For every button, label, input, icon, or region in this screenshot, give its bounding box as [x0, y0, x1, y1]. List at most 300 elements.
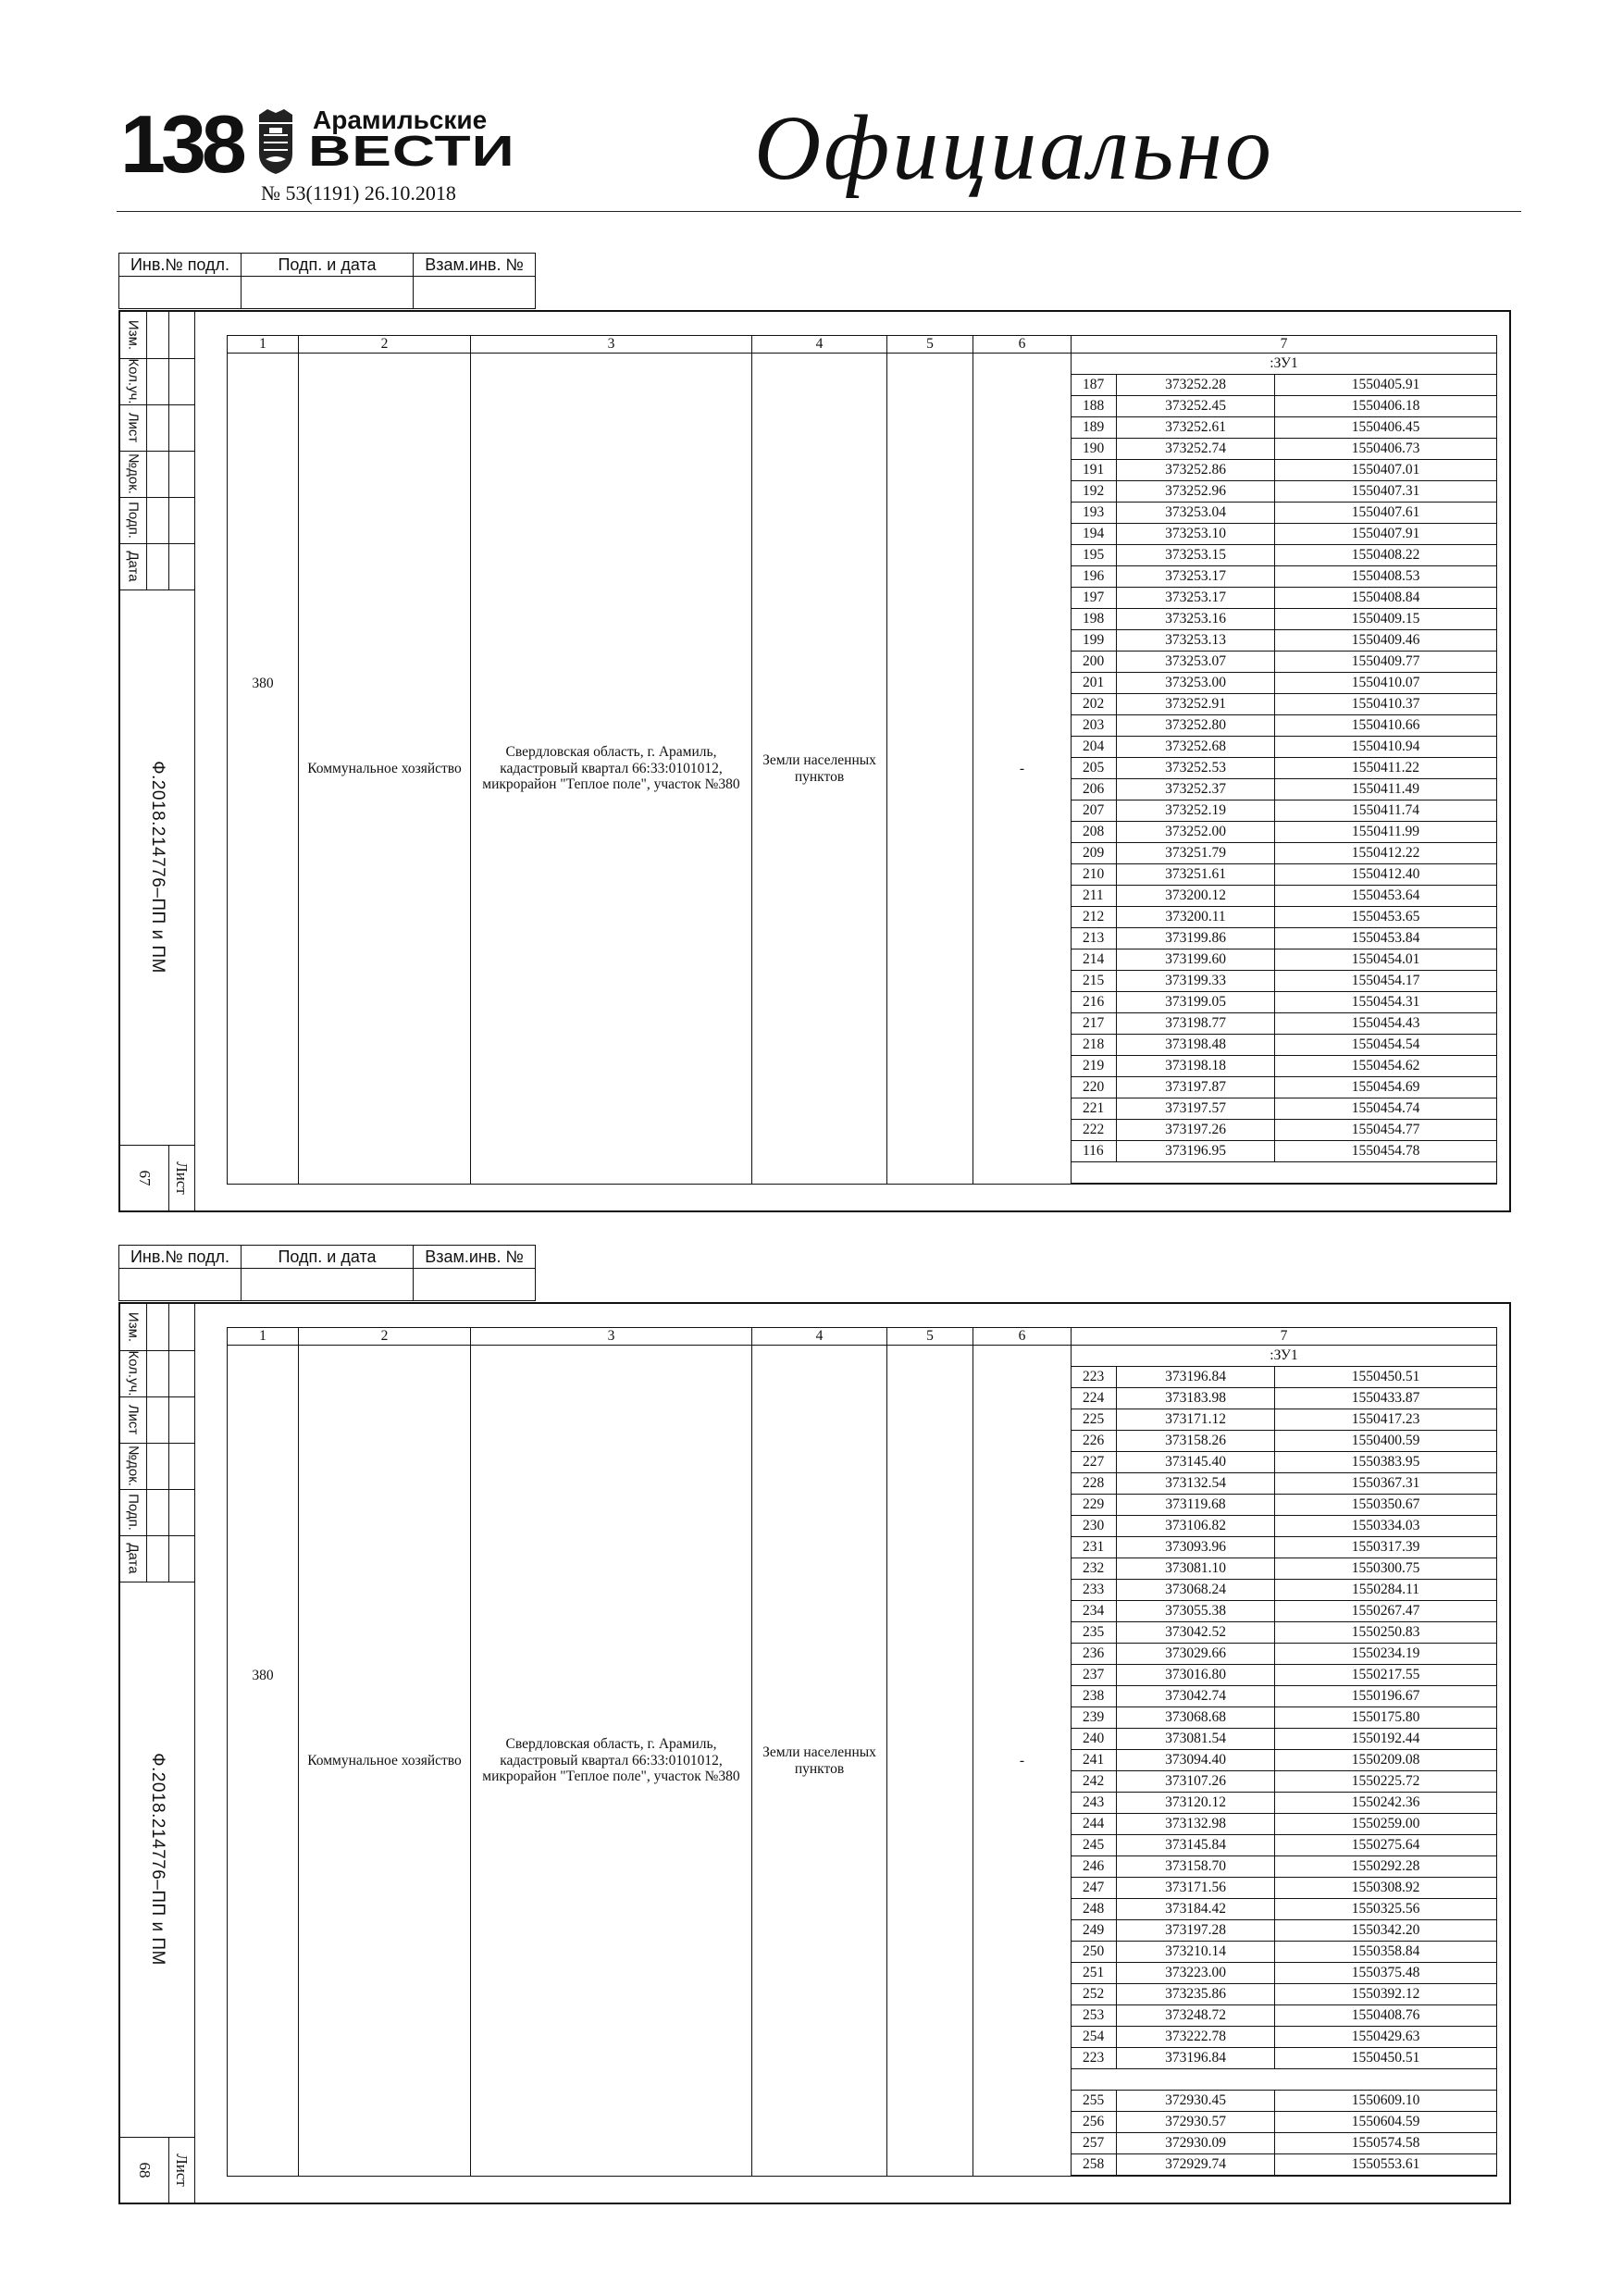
- coordinate-y: 1550325.56: [1275, 1899, 1497, 1920]
- coordinates-cell: [1072, 354, 1497, 1185]
- coordinate-row: [1072, 694, 1496, 715]
- coordinate-y: 1550411.99: [1275, 822, 1497, 843]
- coordinate-x: 373183.98: [1117, 1388, 1275, 1409]
- coordinate-x: 373252.28: [1117, 375, 1275, 396]
- coordinate-point: 226: [1072, 1431, 1117, 1452]
- coordinate-point: 241: [1072, 1750, 1117, 1771]
- coordinate-x: 373235.86: [1117, 1984, 1275, 2005]
- coordinate-y: 1550453.65: [1275, 907, 1497, 928]
- column-header: 4: [752, 336, 887, 354]
- coordinate-y: 1550317.39: [1275, 1537, 1497, 1558]
- coordinate-row: [1072, 417, 1496, 439]
- section-title: Официально: [754, 96, 1274, 199]
- coordinate-point: 203: [1072, 715, 1117, 737]
- column-6-value: -: [973, 1346, 1072, 2177]
- coordinate-x: 373107.26: [1117, 1771, 1275, 1793]
- coordinate-x: 373068.24: [1117, 1580, 1275, 1601]
- coordinate-point: 225: [1072, 1409, 1117, 1431]
- coordinate-point: 243: [1072, 1793, 1117, 1814]
- coordinate-point: 245: [1072, 1835, 1117, 1856]
- coordinate-y: 1550407.01: [1275, 460, 1497, 481]
- coordinate-row: [1072, 1984, 1496, 2005]
- coordinate-x: 373106.82: [1117, 1516, 1275, 1537]
- coordinate-y: 1550450.51: [1275, 1367, 1497, 1388]
- coordinate-point: 189: [1072, 417, 1117, 439]
- coordinate-y: 1550242.36: [1275, 1793, 1497, 1814]
- coordinate-x: 373196.84: [1117, 2048, 1275, 2069]
- coordinate-x: 373196.84: [1117, 1367, 1275, 1388]
- coordinate-y: 1550433.87: [1275, 1388, 1497, 1409]
- coordinate-row: [1072, 1495, 1496, 1516]
- coordinate-point: 221: [1072, 1098, 1117, 1120]
- permitted-use: Коммунальное хозяйство: [299, 354, 471, 1185]
- revision-label: №док.: [125, 1446, 142, 1486]
- revision-cell: [120, 404, 194, 452]
- coordinate-x: 373158.70: [1117, 1856, 1275, 1878]
- coordinate-y: 1550454.54: [1275, 1035, 1497, 1056]
- coordinate-x: 373016.80: [1117, 1665, 1275, 1686]
- coordinate-row: [1072, 1056, 1496, 1077]
- coordinate-row: [1072, 1120, 1496, 1141]
- coordinate-row: [1072, 800, 1496, 822]
- coordinate-y: 1550375.48: [1275, 1963, 1497, 1984]
- coordinate-x: 373223.00: [1117, 1963, 1275, 1984]
- coordinate-point: 191: [1072, 460, 1117, 481]
- coordinate-y: 1550234.19: [1275, 1644, 1497, 1665]
- coordinate-x: 373184.42: [1117, 1899, 1275, 1920]
- coordinate-row: [1072, 1771, 1496, 1793]
- coordinate-y: 1550454.43: [1275, 1013, 1497, 1035]
- column-header: 7: [1072, 336, 1497, 354]
- plot-address: Свердловская область, г. Арамиль, кадастровый квартал 66:33:0101012, микрорайон "Теплое поле", участок №380: [471, 354, 752, 1185]
- coordinate-point: 223: [1072, 2048, 1117, 2069]
- coordinate-row: [1072, 545, 1496, 566]
- coordinate-y: 1550454.62: [1275, 1056, 1497, 1077]
- coordinate-point: 253: [1072, 2005, 1117, 2027]
- coordinate-point: 195: [1072, 545, 1117, 566]
- coordinate-y: 1550411.49: [1275, 779, 1497, 800]
- coordinate-point: 246: [1072, 1856, 1117, 1878]
- stamp-label: Инв.№ подл.: [119, 1246, 242, 1269]
- coordinate-y: 1550192.44: [1275, 1729, 1497, 1750]
- coordinate-y: 1550411.74: [1275, 800, 1497, 822]
- coordinate-y: 1550410.94: [1275, 737, 1497, 758]
- coordinate-row: [1072, 1793, 1496, 1814]
- coordinate-y: 1550405.91: [1275, 375, 1497, 396]
- coordinate-point: 215: [1072, 971, 1117, 992]
- coordinate-y: 1550407.31: [1275, 481, 1497, 503]
- coordinate-y: 1550217.55: [1275, 1665, 1497, 1686]
- coordinate-x: 373171.56: [1117, 1878, 1275, 1899]
- coordinate-point: 192: [1072, 481, 1117, 503]
- coordinate-point: 244: [1072, 1814, 1117, 1835]
- coordinate-point: 256: [1072, 2112, 1117, 2133]
- coordinate-y: 1550604.59: [1275, 2112, 1497, 2133]
- revision-label: Кол.уч.: [125, 1350, 142, 1396]
- sheet-number: 67: [136, 1170, 154, 1185]
- coordinate-x: 373199.05: [1117, 992, 1275, 1013]
- coordinate-x: 372930.57: [1117, 2112, 1275, 2133]
- plot-number-cell: [228, 354, 299, 1185]
- coordinate-point: 235: [1072, 1622, 1117, 1644]
- coordinate-point: 199: [1072, 630, 1117, 652]
- coordinate-y: 1550408.84: [1275, 588, 1497, 609]
- stamp-value: [119, 277, 242, 309]
- coordinate-row: [1072, 1814, 1496, 1835]
- coordinate-y: 1550453.84: [1275, 928, 1497, 949]
- coordinate-y: 1550408.22: [1275, 545, 1497, 566]
- title-block-column: [120, 1304, 195, 2203]
- coordinate-point: 214: [1072, 949, 1117, 971]
- coordinate-y: 1550392.12: [1275, 1984, 1497, 2005]
- land-category: Земли населенных пунктов: [752, 1346, 887, 2177]
- coordinate-y: 1550412.40: [1275, 864, 1497, 886]
- coordinate-y: 1550225.72: [1275, 1771, 1497, 1793]
- coordinate-y: 1550454.01: [1275, 949, 1497, 971]
- coordinate-row: [1072, 652, 1496, 673]
- coordinate-x: 373199.33: [1117, 971, 1275, 992]
- coordinate-row: [1072, 1750, 1496, 1771]
- coordinate-row: [1072, 1729, 1496, 1750]
- revision-label: Изм.: [125, 1311, 142, 1343]
- coordinate-row: [1072, 1537, 1496, 1558]
- coordinate-point: 239: [1072, 1707, 1117, 1729]
- coordinate-x: 373132.98: [1117, 1814, 1275, 1835]
- revision-cell: [120, 1489, 194, 1536]
- coordinate-row: [1072, 1141, 1496, 1162]
- permitted-use: Коммунальное хозяйство: [299, 1346, 471, 2177]
- document-code-cell: [120, 590, 194, 1146]
- coordinate-x: 373253.10: [1117, 524, 1275, 545]
- coordinate-row: [1072, 503, 1496, 524]
- coordinate-x: 372930.45: [1117, 2091, 1275, 2112]
- coordinate-row: [1072, 864, 1496, 886]
- coordinate-row: [1072, 1452, 1496, 1473]
- coordinate-y: 1550408.53: [1275, 566, 1497, 588]
- coordinate-point: 196: [1072, 566, 1117, 588]
- revision-cell: [120, 1535, 194, 1582]
- coordinate-x: 373198.48: [1117, 1035, 1275, 1056]
- coordinate-x: 373253.00: [1117, 673, 1275, 694]
- coordinate-x: 373252.80: [1117, 715, 1275, 737]
- coordinate-row: [1072, 1601, 1496, 1622]
- coordinate-point: 258: [1072, 2154, 1117, 2176]
- coordinate-y: 1550408.76: [1275, 2005, 1497, 2027]
- coordinate-y: 1550175.80: [1275, 1707, 1497, 1729]
- coordinate-row: [1072, 2112, 1496, 2133]
- land-plot-table: [227, 1327, 1497, 2177]
- coordinate-point: 248: [1072, 1899, 1117, 1920]
- coordinate-x: 373253.16: [1117, 609, 1275, 630]
- stamp-label: Взам.инв. №: [414, 1246, 536, 1269]
- coordinate-row: [1072, 1644, 1496, 1665]
- coordinate-x: 373200.11: [1117, 907, 1275, 928]
- coordinate-y: 1550574.58: [1275, 2133, 1497, 2154]
- column-header: 6: [973, 1328, 1072, 1346]
- coordinate-y: 1550400.59: [1275, 1431, 1497, 1452]
- coordinate-x: 373132.54: [1117, 1473, 1275, 1495]
- coordinate-x: 373198.77: [1117, 1013, 1275, 1035]
- coordinate-point: 187: [1072, 375, 1117, 396]
- coordinate-point: 254: [1072, 2027, 1117, 2048]
- coordinate-y: 1550275.64: [1275, 1835, 1497, 1856]
- coordinate-row: [1072, 460, 1496, 481]
- coordinate-point: 212: [1072, 907, 1117, 928]
- coordinate-x: 373253.15: [1117, 545, 1275, 566]
- logo-main-text: ВЕСТИ: [308, 127, 515, 175]
- coordinate-x: 373253.13: [1117, 630, 1275, 652]
- coordinate-point: 224: [1072, 1388, 1117, 1409]
- coordinate-point: 213: [1072, 928, 1117, 949]
- coordinate-x: 373253.04: [1117, 503, 1275, 524]
- land-plot-table: [227, 335, 1497, 1185]
- coordinate-y: 1550411.22: [1275, 758, 1497, 779]
- page-number: 138: [120, 98, 242, 190]
- coordinate-x: 373197.57: [1117, 1098, 1275, 1120]
- coordinate-x: 373253.17: [1117, 566, 1275, 588]
- coordinate-point: 202: [1072, 694, 1117, 715]
- revision-cell: [120, 1350, 194, 1397]
- coordinate-point: 250: [1072, 1942, 1117, 1963]
- coordinate-x: 373252.61: [1117, 417, 1275, 439]
- coordinate-y: 1550406.45: [1275, 417, 1497, 439]
- column-header: 7: [1072, 1328, 1497, 1346]
- sheet-number-cell: [120, 2137, 194, 2203]
- approval-stamp: [118, 253, 536, 309]
- coordinate-row: [1072, 971, 1496, 992]
- stamp-value: [242, 1269, 414, 1301]
- coordinate-x: 373251.61: [1117, 864, 1275, 886]
- coordinate-row: [1072, 439, 1496, 460]
- plot-address: Свердловская область, г. Арамиль, кадастровый квартал 66:33:0101012, микрорайон "Теплое поле", участок №380: [471, 1346, 752, 2177]
- revision-label: №док.: [125, 453, 142, 494]
- coordinate-x: 373081.10: [1117, 1558, 1275, 1580]
- revision-cell: [120, 1443, 194, 1490]
- coordinate-x: 373252.86: [1117, 460, 1275, 481]
- revision-label: Лист: [125, 412, 142, 443]
- coordinate-row: [1072, 673, 1496, 694]
- coordinates-cell: [1072, 1346, 1497, 2177]
- coordinate-point: 229: [1072, 1495, 1117, 1516]
- coordinate-point: 233: [1072, 1580, 1117, 1601]
- issue-info: № 53(1191) 26.10.2018: [261, 181, 456, 205]
- coordinate-point: 217: [1072, 1013, 1117, 1035]
- coordinate-row: [1072, 1856, 1496, 1878]
- city-emblem-icon: [256, 109, 295, 174]
- coordinate-y: 1550450.51: [1275, 2048, 1497, 2069]
- coordinate-x: 373210.14: [1117, 1942, 1275, 1963]
- coordinate-y: 1550454.31: [1275, 992, 1497, 1013]
- document-code: Ф.2018.214776–ПП и ПМ: [148, 761, 167, 974]
- coordinate-point: 204: [1072, 737, 1117, 758]
- zu-label: :ЗУ1: [1072, 354, 1496, 375]
- coordinate-row: [1072, 1899, 1496, 1920]
- coordinate-row: [1072, 1665, 1496, 1686]
- coordinate-row: [1072, 2091, 1496, 2112]
- coordinate-point: 251: [1072, 1963, 1117, 1984]
- coordinate-point: 194: [1072, 524, 1117, 545]
- coordinate-x: 373252.53: [1117, 758, 1275, 779]
- coordinate-row: [1072, 609, 1496, 630]
- coordinate-row: [1072, 1388, 1496, 1409]
- coordinate-y: 1550407.61: [1275, 503, 1497, 524]
- coordinate-y: 1550358.84: [1275, 1942, 1497, 1963]
- column-header: 6: [973, 336, 1072, 354]
- coordinate-row: [1072, 1707, 1496, 1729]
- coordinate-y: 1550407.91: [1275, 524, 1497, 545]
- coordinate-point: 252: [1072, 1984, 1117, 2005]
- sheet-frame: [118, 1302, 1511, 2204]
- coordinate-x: 373196.95: [1117, 1141, 1275, 1162]
- coordinate-point: 193: [1072, 503, 1117, 524]
- coordinate-x: 372929.74: [1117, 2154, 1275, 2176]
- document-code: Ф.2018.214776–ПП и ПМ: [148, 1753, 167, 1966]
- coordinate-row: [1072, 1686, 1496, 1707]
- revision-label: Дата: [125, 551, 142, 582]
- revision-label: Лист: [125, 1404, 142, 1435]
- coordinate-row: [1072, 481, 1496, 503]
- coordinate-y: 1550410.66: [1275, 715, 1497, 737]
- coordinate-x: 373145.84: [1117, 1835, 1275, 1856]
- coordinate-row: [1072, 375, 1496, 396]
- stamp-label: Инв.№ подл.: [119, 254, 242, 277]
- coordinate-row: [1072, 1920, 1496, 1942]
- coordinate-x: 373252.37: [1117, 779, 1275, 800]
- coordinate-row: [1072, 524, 1496, 545]
- coordinate-row: [1072, 2005, 1496, 2027]
- coordinate-y: 1550454.77: [1275, 1120, 1497, 1141]
- coordinate-row: [1072, 907, 1496, 928]
- coordinate-row: [1072, 1077, 1496, 1098]
- coordinate-y: 1550300.75: [1275, 1558, 1497, 1580]
- coordinate-row: [1072, 1580, 1496, 1601]
- coordinate-x: 373248.72: [1117, 2005, 1275, 2027]
- coordinate-row: [1072, 1367, 1496, 1388]
- coordinate-row: [1072, 1013, 1496, 1035]
- coordinate-row: [1072, 1942, 1496, 1963]
- stamp-value: [242, 277, 414, 309]
- revision-label: Кол.уч.: [125, 358, 142, 404]
- coordinate-row: [1072, 2133, 1496, 2154]
- coordinate-y: 1550454.78: [1275, 1141, 1497, 1162]
- coordinate-x: 373068.68: [1117, 1707, 1275, 1729]
- coordinate-row: [1072, 1431, 1496, 1452]
- coordinate-point: 218: [1072, 1035, 1117, 1056]
- coordinate-x: 373120.12: [1117, 1793, 1275, 1814]
- coordinate-point: 211: [1072, 886, 1117, 907]
- stamp-label: Подп. и дата: [242, 254, 414, 277]
- coordinate-row: [1072, 2027, 1496, 2048]
- coordinate-point: 238: [1072, 1686, 1117, 1707]
- coordinate-y: 1550209.08: [1275, 1750, 1497, 1771]
- coordinate-row: [1072, 630, 1496, 652]
- coordinate-row: [1072, 1098, 1496, 1120]
- logo-top-text: Арамильские: [313, 105, 488, 134]
- document-code-cell: [120, 1582, 194, 2138]
- coordinate-y: 1550409.77: [1275, 652, 1497, 673]
- coordinate-x: 373252.00: [1117, 822, 1275, 843]
- approval-stamp: [118, 1245, 536, 1301]
- title-block-column: [120, 312, 195, 1210]
- coordinate-spacer-row: [1072, 2069, 1496, 2091]
- coordinate-point: 237: [1072, 1665, 1117, 1686]
- revision-cell: [120, 497, 194, 544]
- coordinate-point: 249: [1072, 1920, 1117, 1942]
- coordinate-row: [1072, 928, 1496, 949]
- coordinate-x: 373197.26: [1117, 1120, 1275, 1141]
- coordinate-y: 1550454.17: [1275, 971, 1497, 992]
- coordinate-x: 373042.52: [1117, 1622, 1275, 1644]
- coordinate-point: 236: [1072, 1644, 1117, 1665]
- land-category: Земли населенных пунктов: [752, 354, 887, 1185]
- coordinate-x: 373081.54: [1117, 1729, 1275, 1750]
- coordinate-y: 1550406.73: [1275, 439, 1497, 460]
- coordinate-y: 1550429.63: [1275, 2027, 1497, 2048]
- coordinate-y: 1550454.74: [1275, 1098, 1497, 1120]
- coordinate-x: 373094.40: [1117, 1750, 1275, 1771]
- coordinate-row: [1072, 1409, 1496, 1431]
- plot-number-cell: [228, 1346, 299, 2177]
- coordinate-row: [1072, 566, 1496, 588]
- coordinate-row: [1072, 737, 1496, 758]
- coordinate-x: 373029.66: [1117, 1644, 1275, 1665]
- coordinate-point: 242: [1072, 1771, 1117, 1793]
- coordinate-y: 1550334.03: [1275, 1516, 1497, 1537]
- coordinate-x: 373119.68: [1117, 1495, 1275, 1516]
- coordinate-y: 1550453.64: [1275, 886, 1497, 907]
- coordinate-x: 373158.26: [1117, 1431, 1275, 1452]
- coordinate-row: [1072, 396, 1496, 417]
- coordinate-row: [1072, 822, 1496, 843]
- coordinate-y: 1550417.23: [1275, 1409, 1497, 1431]
- drawing-sheet-67: [118, 253, 1514, 1212]
- coordinate-point: 219: [1072, 1056, 1117, 1077]
- coordinate-point: 190: [1072, 439, 1117, 460]
- zu-label: :ЗУ1: [1072, 1346, 1496, 1367]
- coordinate-row: [1072, 1878, 1496, 1899]
- revision-cell: [120, 1396, 194, 1444]
- coordinate-y: 1550367.31: [1275, 1473, 1497, 1495]
- coordinate-point: 220: [1072, 1077, 1117, 1098]
- coordinate-point: 232: [1072, 1558, 1117, 1580]
- coordinate-point: 201: [1072, 673, 1117, 694]
- coordinate-point: 223: [1072, 1367, 1117, 1388]
- coordinate-y: 1550383.95: [1275, 1452, 1497, 1473]
- drawing-sheet-68: [118, 1245, 1514, 2204]
- coordinate-x: 373251.79: [1117, 843, 1275, 864]
- coordinate-y: 1550410.37: [1275, 694, 1497, 715]
- coordinate-point: 205: [1072, 758, 1117, 779]
- sheet-number-cell: [120, 1145, 194, 1210]
- sheet-label: Лист: [173, 1160, 191, 1195]
- coordinate-x: 373253.07: [1117, 652, 1275, 673]
- coordinate-x: 373198.18: [1117, 1056, 1275, 1077]
- sheet-frame: [118, 310, 1511, 1212]
- coordinate-y: 1550292.28: [1275, 1856, 1497, 1878]
- coordinate-point: 188: [1072, 396, 1117, 417]
- coordinate-x: 373199.86: [1117, 928, 1275, 949]
- coordinates-table: [1072, 354, 1496, 1184]
- coordinate-row: [1072, 1835, 1496, 1856]
- coordinate-row: [1072, 886, 1496, 907]
- coordinate-point: 230: [1072, 1516, 1117, 1537]
- coordinate-point: 257: [1072, 2133, 1117, 2154]
- coordinate-point: 116: [1072, 1141, 1117, 1162]
- coordinate-x: 373253.17: [1117, 588, 1275, 609]
- coordinate-x: 373252.91: [1117, 694, 1275, 715]
- stamp-label: Подп. и дата: [242, 1246, 414, 1269]
- coordinate-x: 373252.74: [1117, 439, 1275, 460]
